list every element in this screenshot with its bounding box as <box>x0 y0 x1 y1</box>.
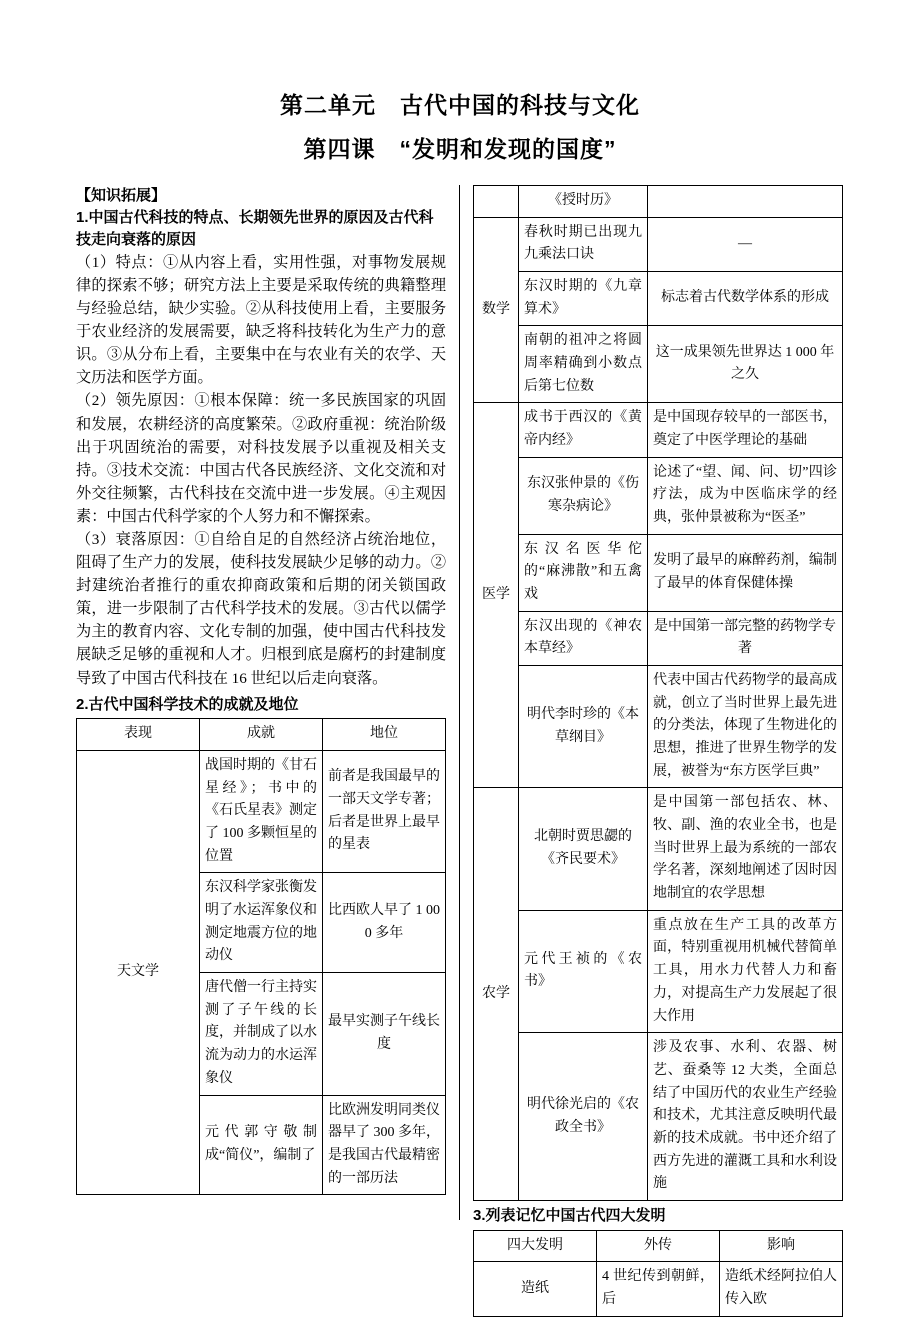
right-column <box>473 185 843 1317</box>
cell-achievement: 成书于西汉的《黄帝内经》 <box>519 403 648 457</box>
table-row <box>474 217 843 271</box>
cell-category-empty <box>474 186 519 218</box>
table-row <box>474 1033 843 1201</box>
cell-position: 是中国第一部完整的药物学专著 <box>648 611 843 665</box>
cell-achievement: 唐代僧一行主持实测了子午线的长度，并制成了以水流为动力的水运浑象仪 <box>200 973 323 1095</box>
header-achievement: 成就 <box>200 719 323 751</box>
page-subtitle: 第四课 “发明和发现的国度” <box>303 136 617 163</box>
paragraph-leading-reasons: （2）领先原因：①根本保障：统一多民族国家的巩固和发展，农耕经济的高度繁荣。②政府重视：统治阶级出于巩固统治的需要，对科技发展予以重视及相关支持。③技术交流：中国古代各民族经济、文化交流和对外交往频繁，古代科技在交流中进一步发展。④主观因素：中国古代科学家的个人努力和不懈探索。 <box>76 392 446 525</box>
cell-position: 是中国现存较早的一部医书，奠定了中医学理论的基础 <box>648 403 843 457</box>
section-1-heading: 1.中国古代科技的特点、长期领先世界的原因及古代科技走向衰落的原因 <box>76 209 434 248</box>
four-inventions-table <box>473 1230 843 1317</box>
cell-spread: 4 世纪传到朝鲜，后 <box>597 1262 720 1316</box>
table-row <box>474 788 843 910</box>
section-2-heading: 2.古代中国科学技术的成就及地位 <box>76 695 299 713</box>
table-row <box>474 326 843 403</box>
two-column-body <box>0 185 920 1307</box>
cell-position <box>648 186 843 218</box>
table-header-row <box>77 719 446 751</box>
cell-position: 论述了“望、闻、问、切”四诊疗法，成为中医临床学的经典，张仲景被称为“医圣” <box>648 457 843 534</box>
table-row <box>474 457 843 534</box>
table-row <box>474 186 843 218</box>
page-title: 第二单元 古代中国的科技与文化 <box>280 92 640 118</box>
cell-achievement: 元代王祯的《农书》 <box>519 910 648 1032</box>
cell-position: 代表中国古代药物学的最高成就，创立了当时世界上最先进的分类法，体现了生物进化的思想，推进了世界生物学的发展，被誉为“东方医学巨典” <box>648 666 843 788</box>
cell-position: 涉及农事、水利、农器、树艺、蚕桑等 12 大类，全面总结了中国历代的农业生产经验和技术，尤其注意反映明代最新的技术成就。书中还介绍了西方先进的灌溉工具和水利设施 <box>648 1033 843 1201</box>
cell-position: 是中国第一部包括农、林、牧、副、渔的农业全书，也是当时世界上最为系统的一部农学名著，深刻地阐述了因时因地制宜的农学思想 <box>648 788 843 910</box>
cell-position: 最早实测子午线长度 <box>323 973 446 1095</box>
table-row <box>474 611 843 665</box>
cell-category-medicine: 医学 <box>474 403 519 788</box>
achievements-table-part2 <box>473 185 843 1201</box>
cell-category-astronomy: 天文学 <box>77 751 200 1195</box>
table-row <box>474 272 843 326</box>
header-manifestation: 表现 <box>77 719 200 751</box>
table-row <box>474 910 843 1032</box>
table-row <box>474 666 843 788</box>
paragraph-characteristics: （1）特点：①从内容上看，实用性强，对事物发展规律的探索不够；研究方法上主要是采取传统的典籍整理与经验总结，缺少实验。②从科技使用上看，主要服务于农业经济的发展需要，缺乏将科技转化为生产力的意识。③从分布上看，主要集中在与农业有关的农学、天文历法和医学方面。 <box>76 253 446 387</box>
cell-achievement: 东汉出现的《神农本草经》 <box>519 611 648 665</box>
cell-achievement: 明代李时珍的《本草纲目》 <box>519 666 648 788</box>
cell-achievement: 东汉科学家张衡发明了水运浑象仪和测定地震方位的地动仪 <box>200 873 323 973</box>
cell-position: 这一成果领先世界达 1 000 年之久 <box>648 326 843 403</box>
table-header-row <box>474 1230 843 1262</box>
cell-influence: 造纸术经阿拉伯人传入欧 <box>720 1262 843 1316</box>
table-row <box>77 751 446 873</box>
cell-position: — <box>648 217 843 271</box>
table-row <box>474 534 843 611</box>
table-row <box>474 1262 843 1316</box>
section-3-heading: 3.列表记忆中国古代四大发明 <box>473 1206 666 1224</box>
header-four-inventions: 四大发明 <box>474 1230 597 1262</box>
header-influence: 影响 <box>720 1230 843 1262</box>
cell-achievement: 南朝的祖冲之将圆周率精确到小数点后第七位数 <box>519 326 648 403</box>
left-column <box>76 185 446 1195</box>
cell-achievement: 东汉时期的《九章算术》 <box>519 272 648 326</box>
cell-position: 前者是我国最早的一部天文学专著；后者是世界上最早的星表 <box>323 751 446 873</box>
achievements-table-part1 <box>76 718 446 1195</box>
cell-position: 标志着古代数学体系的形成 <box>648 272 843 326</box>
cell-position: 重点放在生产工具的改革方面，特别重视用机械代替简单工具，用水力代替人力和畜力，对提高生产力发展起了很大作用 <box>648 910 843 1032</box>
cell-category-mathematics: 数学 <box>474 217 519 403</box>
cell-position: 比欧洲发明同类仪器早了 300 多年，是我国古代最精密的一部历法 <box>323 1095 446 1195</box>
header-spread: 外传 <box>597 1230 720 1262</box>
cell-invention-name: 造纸 <box>474 1262 597 1316</box>
cell-achievement: 《授时历》 <box>519 186 648 218</box>
cell-category-agronomy: 农学 <box>474 788 519 1200</box>
cell-achievement: 东汉张仲景的《伤寒杂病论》 <box>519 457 648 534</box>
cell-achievement: 明代徐光启的《农政全书》 <box>519 1033 648 1201</box>
cell-achievement: 春秋时期已出现九九乘法口诀 <box>519 217 648 271</box>
cell-achievement: 北朝时贾思勰的《齐民要术》 <box>519 788 648 910</box>
header-position: 地位 <box>323 719 446 751</box>
knowledge-expansion-tag: 【知识拓展】 <box>76 187 167 204</box>
column-divider <box>459 185 460 1220</box>
paragraph-decline-reasons: （3）衰落原因：①自给自足的自然经济占统治地位，阻碍了生产力的发展，使科技发展缺少足够的动力。②封建统治者推行的重农抑商政策和后期的闭关锁国政策，进一步限制了古代科学技术的发展。③古代以儒学为主的教育内容、文化专制的加强，使中国古代科技发展缺乏足够的重视和人才。归根到底是腐朽的封建制度导致了中国古代科技在 16 世纪以后走向衰落。 <box>76 531 446 687</box>
cell-achievement: 战国时期的《甘石星经》；书中的《石氏星表》测定了 100 多颗恒星的位置 <box>200 751 323 873</box>
table-row <box>474 403 843 457</box>
cell-achievement: 东汉名医华佗的“麻沸散”和五禽戏 <box>519 534 648 611</box>
cell-position: 发明了最早的麻醉药剂，编制了最早的体育保健体操 <box>648 534 843 611</box>
cell-position: 比西欧人早了 1 000 多年 <box>323 873 446 973</box>
cell-achievement: 元代郭守敬制成“简仪”，编制了 <box>200 1095 323 1195</box>
